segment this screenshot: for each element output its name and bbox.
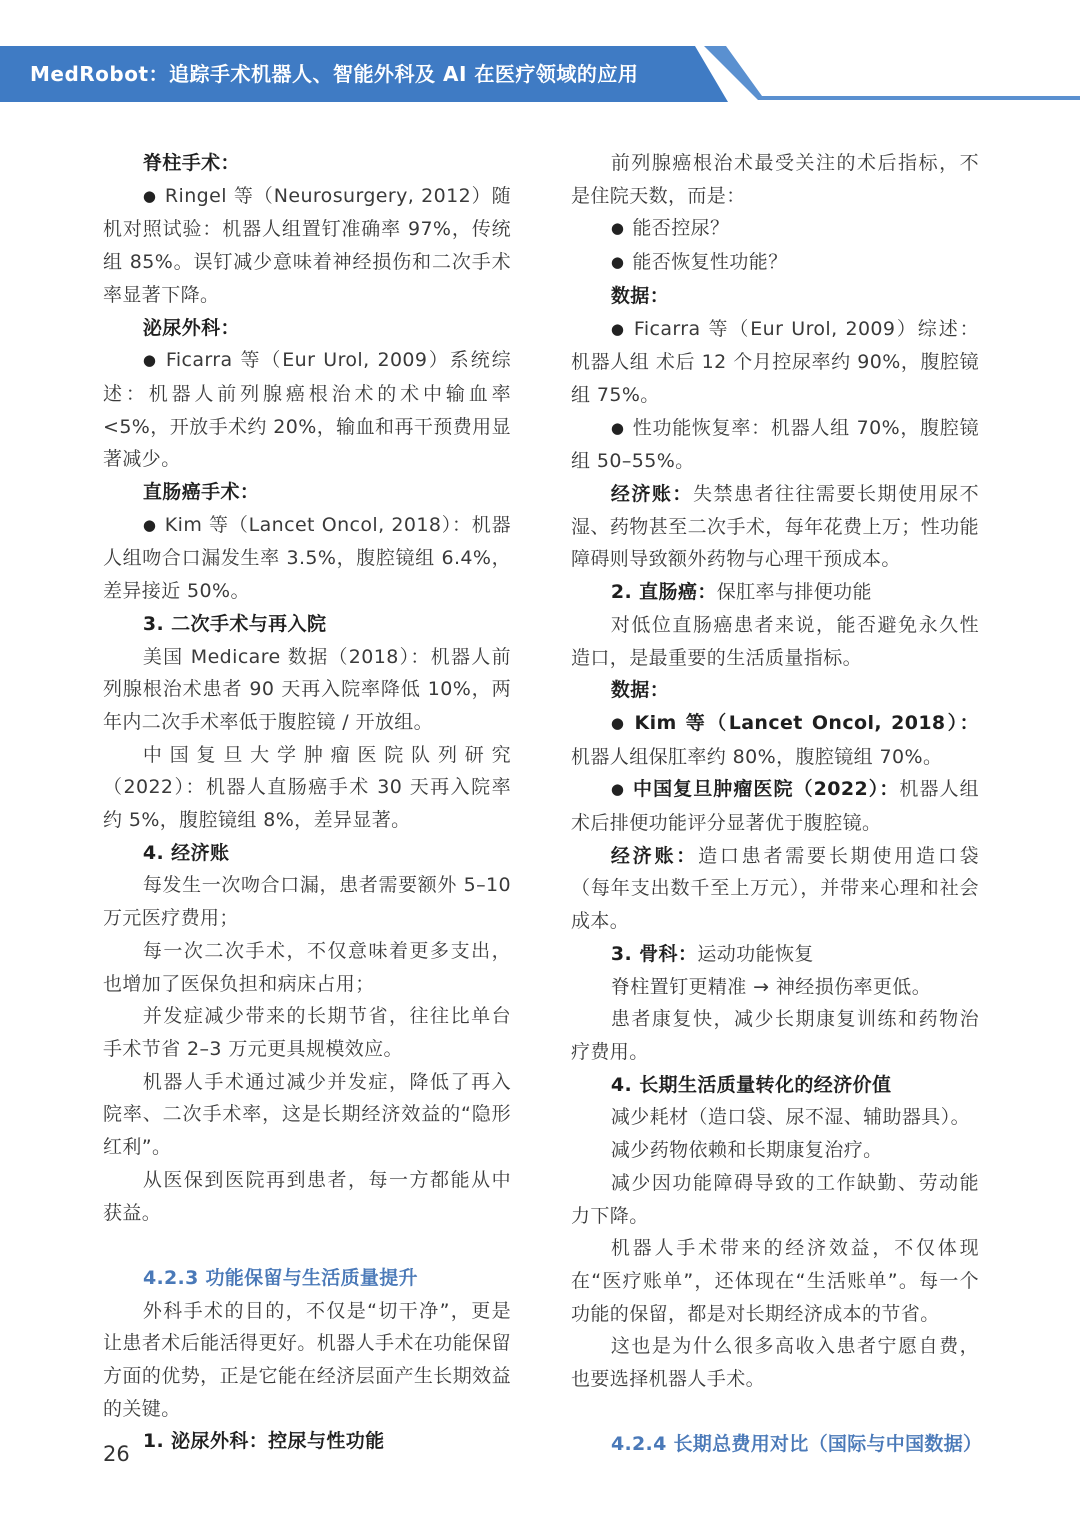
- economics-heading: 4. 经济账: [142, 841, 230, 864]
- rectal-heading: 2. 直肠癌：保肛率与排便功能: [610, 581, 872, 604]
- page-header: [0, 46, 1080, 104]
- urology-function-heading: 1. 泌尿外科：控尿与性功能: [142, 1430, 385, 1453]
- data2-heading: 数据：: [610, 679, 670, 702]
- section-4-2-4-heading: 4.2.4 长期总费用对比（国际与中国数据）: [611, 1433, 983, 1456]
- quality-value-heading: 4. 长期生活质量转化的经济价值: [610, 1073, 892, 1096]
- medicare-paragraph: 美国 Medicare 数据（2018）：机器人前列腺根治术患者 90 天再入院率降低 10%，两年内二次手术率低于腹腔镜 / 开放组。: [103, 645, 511, 733]
- right-column: [571, 147, 983, 1461]
- economics-p4: 机器人手术通过减少并发症，降低了再入院率、二次手术率，这是长期经济效益的“隐形红利”。: [103, 1070, 511, 1159]
- spacer: [103, 1229, 511, 1262]
- fudan-cohort-paragraph: 中国复旦大学肿瘤医院队列研究（2022）：机器人直肠癌手术 30 天再入院率约 5%，腹腔镜组 8%，差异显著。: [103, 743, 511, 832]
- sexual-recovery-bullet: ● 性功能恢复率：机器人组 70%，腹腔镜组 50–55%。: [571, 412, 979, 478]
- readmission-heading: 3. 二次手术与再入院: [142, 612, 327, 635]
- economics-p1: 每发生一次吻合口漏，患者需要额外 5–10 万元医疗费用；: [103, 874, 511, 930]
- ortho-heading: 3. 骨科：运动功能恢复: [610, 942, 814, 965]
- quality-p5: 这也是为什么很多高收入患者宁愿自费，也要选择机器人手术。: [571, 1335, 979, 1391]
- page-number: 26: [103, 1442, 130, 1466]
- prostate-intro: 前列腺癌根治术最受关注的术后指标，不是住院天数，而是：: [571, 152, 979, 207]
- econ-paragraph: 经济账：失禁患者往往需要长期使用尿不湿、药物甚至二次手术，每年花费上万；性功能障碍则导致额外药物与心理干预成本。: [571, 483, 979, 571]
- left-column: [103, 147, 511, 1458]
- uro-heading: 泌尿外科：: [142, 316, 240, 339]
- quality-p3: 减少因功能障碍导致的工作缺勤、劳动能力下降。: [571, 1171, 979, 1227]
- quality-p4: 机器人手术带来的经济效益，不仅体现在“医疗账单”，还体现在“生活账单”。每一个功能的保留，都是对长期经济成本的节省。: [571, 1237, 979, 1325]
- question-sexual-function: ● 能否恢复性功能？: [571, 246, 979, 280]
- question-continence: ● 能否控尿？: [571, 212, 979, 246]
- quality-p2: 减少药物依赖和长期康复治疗。: [610, 1139, 883, 1162]
- ortho-p2: 患者康复快，减少长期康复训练和药物治疗费用。: [571, 1008, 979, 1063]
- data-heading: 数据：: [610, 284, 670, 307]
- economics-p2: 每一次二次手术，不仅意味着更多支出，也增加了医保负担和病床占用；: [103, 939, 511, 995]
- ficarra-bullet: ● Ficarra 等（Eur Urol, 2009）综述：机器人组 术后 12 个月控尿率约 90%，腹腔镜组 75%。: [571, 313, 979, 412]
- fudan-bullet: ● 中国复旦肿瘤医院（2022）：机器人组术后排便功能评分显著优于腹腔镜。: [571, 773, 979, 839]
- header-title: MedRobot：追踪手术机器人、智能外科及 AI 在医疗领域的应用: [30, 62, 639, 86]
- rectal-paragraph: 对低位直肠癌患者来说，能否避免永久性造口，是最重要的生活质量指标。: [571, 613, 979, 669]
- rect-bullet: ● Kim 等（Lancet Oncol, 2018）：机器人组吻合口漏发生率 3.5%，腹腔镜组 6.4%，差异接近 50%。: [103, 509, 511, 608]
- section-4-2-3-heading: 4.2.3 功能保留与生活质量提升: [143, 1266, 418, 1289]
- ortho-p1: 脊柱置钉更精准 → 神经损伤率更低。: [610, 975, 932, 998]
- economics-p5: 从医保到医院再到患者，每一方都能从中获益。: [103, 1168, 511, 1224]
- spine-heading: 脊柱手术：: [142, 152, 240, 174]
- quality-p1: 减少耗材（造口袋、尿不湿、辅助器具）。: [610, 1106, 970, 1129]
- header-accent-line: [704, 46, 1080, 100]
- spacer: [571, 1396, 979, 1429]
- section-4-2-3-intro: 外科手术的目的，不仅是“切干净”，更是让患者术后能活得更好。机器人手术在功能保留方面的优势，正是它能在经济层面产生长期效益的关键。: [103, 1299, 511, 1420]
- uro-bullet: ● Ficarra 等（Eur Urol, 2009）系统综述：机器人前列腺癌根治术的术中输血率 <5%，开放手术约 20%，输血和再干预费用显著减少。: [103, 344, 511, 476]
- rect-heading: 直肠癌手术：: [142, 481, 260, 504]
- econ2-paragraph: 经济账：造口患者需要长期使用造口袋（每年支出数千至上万元），并带来心理和社会成本。: [571, 844, 980, 933]
- kim-bullet: ● Kim 等（Lancet Oncol, 2018）：机器人组保肛率约 80%，腹腔镜组 70%。: [571, 707, 979, 773]
- spine-bullet: ● Ringel 等（Neurosurgery, 2012）随机对照试验：机器人组置钉准确率 97%，传统组 85%。误钉减少意味着神经损伤和二次手术率显著下降。: [103, 180, 511, 312]
- economics-p3: 并发症减少带来的长期节省，往往比单台手术节省 2–3 万元更具规模效应。: [103, 1005, 511, 1060]
